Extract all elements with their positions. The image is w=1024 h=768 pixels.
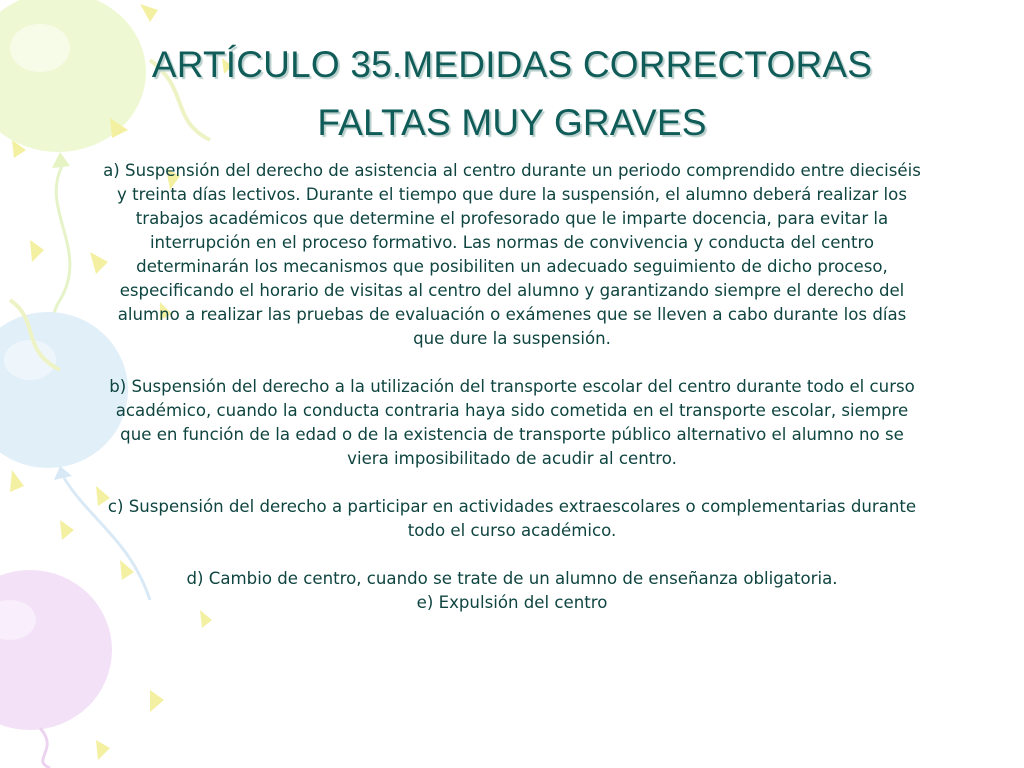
- measure-item-d: d) Cambio de centro, cuando se trate de un alumno de enseñanza obligatoria.: [186, 569, 838, 588]
- measure-item-c: c) Suspensión del derecho a participar en actividades extraescolares o complementarias durante todo el curso académico.: [107, 497, 917, 540]
- measure-item-e: e) Expulsión del centro: [416, 593, 608, 612]
- measure-item-b: b) Suspensión del derecho a la utilización del transporte escolar del centro durante todo el curso académico, cuando la conducta contraria haya sido cometida en el transporte escolar, siempre que en función de la edad o de la existencia de transporte público alternativo el alumno no se viera imposibilitado de acudir al centro.: [109, 377, 915, 468]
- slide-body: [102, 159, 922, 615]
- paragraph-gap: [102, 543, 922, 567]
- slide-title: [0, 36, 1024, 152]
- purple-balloon-icon: [0, 570, 112, 768]
- paragraph-gap: [102, 351, 922, 375]
- paragraph-gap: [102, 471, 922, 495]
- title-line-2: FALTAS MUY GRAVES: [317, 102, 707, 143]
- title-line-1: ARTÍCULO 35.MEDIDAS CORRECTORAS: [151, 44, 873, 85]
- measure-item-a: a) Suspensión del derecho de asistencia al centro durante un periodo comprendido entre dieciséis y treinta días lectivos. Durante el tiempo que dure la suspensión, el alumno deberá realizar los trabajos académicos que determine el profesorado que le imparte docencia, para evitar la interrupción en el proceso formativo. Las normas de convivencia y conducta del centro determinarán los mecanismos que posibiliten un adecuado seguimiento de dicho proceso, especificando el horario de visitas al centro del alumno y garantizando siempre el derecho del alumno a realizar las pruebas de evaluación o exámenes que se lleven a cabo durante los días que dure la suspensión.: [103, 161, 921, 348]
